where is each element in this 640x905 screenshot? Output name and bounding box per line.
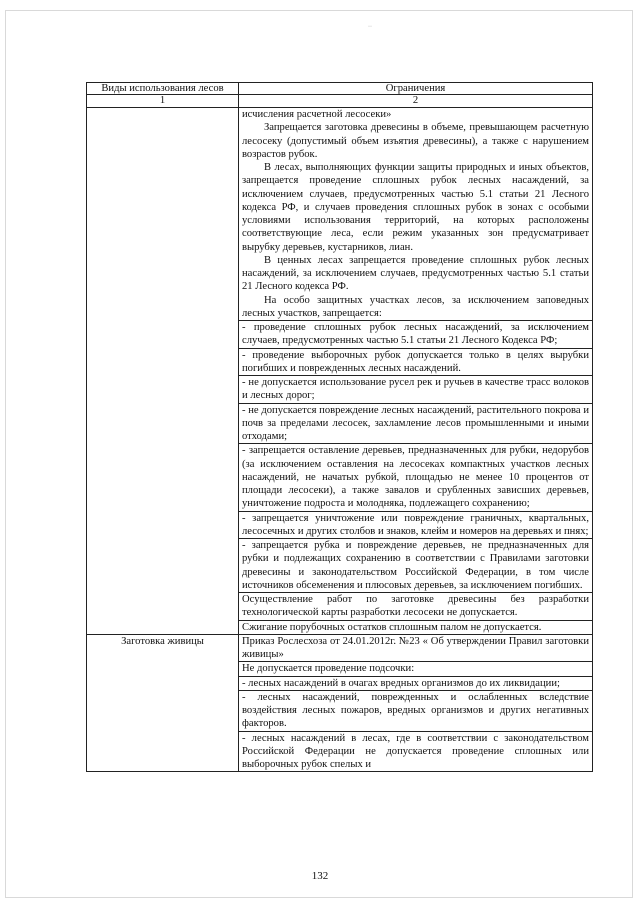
usage-cell (87, 108, 239, 635)
list-item: - лесных насаждений, поврежденных и ослабленных вследствие воздействия лесных пожаров, вредных организмов и других негативных факторов. (239, 690, 592, 731)
list-item: - не допускается использование русел рек и ручьев в качестве трасс волоков и лесных дорог; (239, 375, 592, 403)
column-number-2: 2 (239, 95, 593, 108)
list-item: - запрещается уничтожение или повреждение граничных, квартальных, лесосечных и других столбов и знаков, клейм и номеров на деревьях и пнях; (239, 511, 592, 539)
paragraph: Сжигание порубочных остатков сплошным палом не допускается. (239, 620, 592, 634)
paragraph: На особо защитных участках лесов, за исключением заповедных лесных участков, запрещается: (242, 294, 589, 319)
page-number: 132 (311, 870, 329, 882)
table-row (87, 108, 593, 635)
paragraph: Запрещается заготовка древесины в объеме, превышающем расчетную лесосеку (допустимый объем изъятия древесины), а также с нарушением возрастов рубок. (242, 122, 589, 160)
list-item: - лесных насаждений в очагах вредных организмов до их ликвидации; (239, 676, 592, 690)
paragraph: Осуществление работ по заготовке древесины без разработки технологической карты разработки лесосеки не допускается. (239, 592, 592, 620)
list-item: - проведение выборочных рубок допускается только в целях вырубки погибших и поврежденных лесных насаждений. (239, 348, 592, 376)
column-number-1: 1 (87, 95, 239, 108)
table-header-row (87, 83, 593, 95)
header-usage: Виды использования лесов (87, 83, 239, 95)
restrictions-table (86, 82, 593, 772)
paragraph: исчисления расчетной лесосеки» (242, 109, 392, 120)
table-row (87, 634, 593, 772)
paragraph: Не допускается проведение подсочки: (239, 661, 592, 675)
header-restrictions: Ограничения (239, 83, 593, 95)
column-number-row (87, 95, 593, 108)
restrictions-cell (239, 108, 593, 635)
restrictions-cell (239, 634, 593, 772)
list-item: - запрещается оставление деревьев, предназначенных для рубки, недорубов (за исключением оставления на лесосеках компактных участков лесных насаждений, не начатых рубкой, площадью не менее 10 процентов от площади лесосеки), а также завалов и срубленных зависших деревьев, уничтожение подроста и молодняка, подлежащего сохранению; (239, 443, 592, 510)
list-item: - не допускается повреждение лесных насаждений, растительного покрова и почв за пределами лесосек, захламление лесов промышленными и иными отходами; (239, 403, 592, 444)
paragraph: Приказ Рослесхоза от 24.01.2012г. №23 « Об утверждении Правил заготовки живицы» (242, 635, 589, 660)
paragraph: В лесах, выполняющих функции защиты природных и иных объектов, запрещается проведение сплошных рубок лесных насаждений, за исключением случаев, предусмотренных частью 5.1 статьи 21 Лесного кодекса РФ, и случаев проведения сплошных рубок в зонах с особыми условиями использования территорий, на которых расположены соответствующие леса, если режим указанных зон предусматривает вырубку деревьев, кустарников, лиан. (242, 162, 589, 253)
list-item: - лесных насаждений в лесах, где в соответствии с законодательством Российской Федерации не допускается проведение сплошных или выборочных рубок спелых и (239, 731, 592, 772)
paragraph: В ценных лесах запрещается проведение сплошных рубок лесных насаждений, за исключением случаев, предусмотренных частью 5.1 статьи 21 Лесного кодекса РФ. (242, 254, 589, 293)
usage-cell: Заготовка живицы (87, 634, 239, 772)
scan-mark: ·· (368, 24, 372, 30)
list-item: - запрещается рубка и повреждение деревьев, не предназначенных для рубки и подлежащих сохранению в соответствии с Правилами заготовки древесины и законодательством Российской Федерации, в том числе источников обсеменения и плюсовых деревьев, за исключением погибших. (239, 538, 592, 592)
list-item: - проведение сплошных рубок лесных насаждений, за исключением случаев, предусмотренных частью 5.1 статьи 21 Лесного Кодекса РФ; (239, 320, 592, 348)
